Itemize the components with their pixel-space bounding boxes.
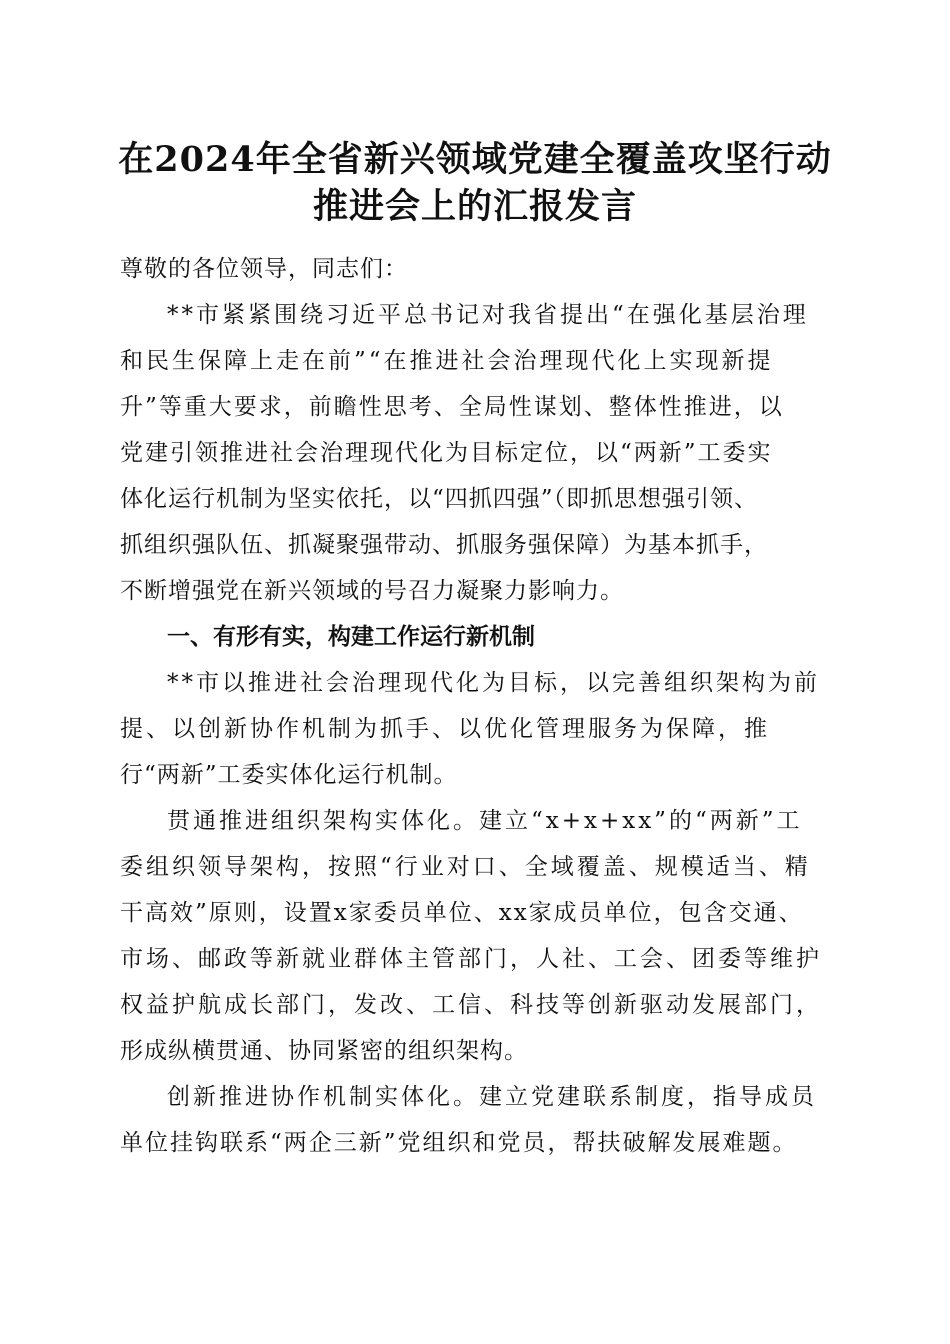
document-title-line-1: 在2024年全省新兴领域党建全覆盖攻坚行动 bbox=[118, 139, 832, 180]
paragraph-1-line: 不断增强党在新兴领域的号召力凝聚力影响力。 bbox=[120, 578, 624, 604]
paragraph-2-line: 提、以创新协作机制为抓手、以优化管理服务为保障，推 bbox=[120, 716, 770, 742]
paragraph-4-line: 单位挂钩联系“两企三新”党组织和党员，帮扶破解发展难题。 bbox=[120, 1130, 798, 1156]
paragraph-4-line: 创新推进协作机制实体化。建立党建联系制度，指导成员 bbox=[167, 1084, 817, 1110]
paragraph-3-line: 干高效”原则，设置x家委员单位、xx家成员单位，包含交通、 bbox=[120, 900, 804, 926]
paragraph-1-line: 升”等重大要求，前瞻性思考、全局性谋划、整体性推进，以 bbox=[120, 394, 784, 420]
paragraph-3-line: 市场、邮政等新就业群体主管部门，人社、工会、团委等维护 bbox=[120, 946, 822, 972]
paragraph-3-line: 权益护航成长部门，发改、工信、科技等创新驱动发展部门， bbox=[120, 992, 822, 1018]
paragraph-3-line: 委组织领导架构，按照“行业对口、全域覆盖、规模适当、精 bbox=[120, 854, 811, 880]
paragraph-3-line: 形成纵横贯通、协同紧密的组织架构。 bbox=[120, 1038, 528, 1064]
paragraph-3-line: 贯通推进组织架构实体化。建立“x+x+xx”的“两新”工 bbox=[167, 808, 803, 834]
document-title-line-2: 推进会上的汇报发言 bbox=[312, 186, 637, 227]
greeting: 尊敬的各位领导，同志们： bbox=[120, 256, 408, 282]
document-body bbox=[120, 246, 838, 1166]
paragraph-2-line: 行“两新”工委实体化运行机制。 bbox=[120, 762, 458, 788]
section-heading-1: 一、有形有实，构建工作运行新机制 bbox=[167, 624, 535, 650]
paragraph-2-line: **市以推进社会治理现代化为目标，以完善组织架构为前 bbox=[167, 670, 820, 696]
paragraph-1-line: 抓组织强队伍、抓凝聚强带动、抓服务强保障）为基本抓手， bbox=[120, 532, 768, 558]
paragraph-1-line: 体化运行机制为坚实依托，以“四抓四强”（即抓思想强引领、 bbox=[120, 486, 759, 512]
paragraph-1-line: 党建引领推进社会治理现代化为目标定位，以“两新”工委实 bbox=[120, 440, 773, 466]
paragraph-1-line: 和民生保障上走在前”“在推进社会治理现代化上实现新提 bbox=[120, 348, 774, 374]
paragraph-1-line: **市紧紧围绕习近平总书记对我省提出“在强化基层治理 bbox=[167, 302, 809, 328]
